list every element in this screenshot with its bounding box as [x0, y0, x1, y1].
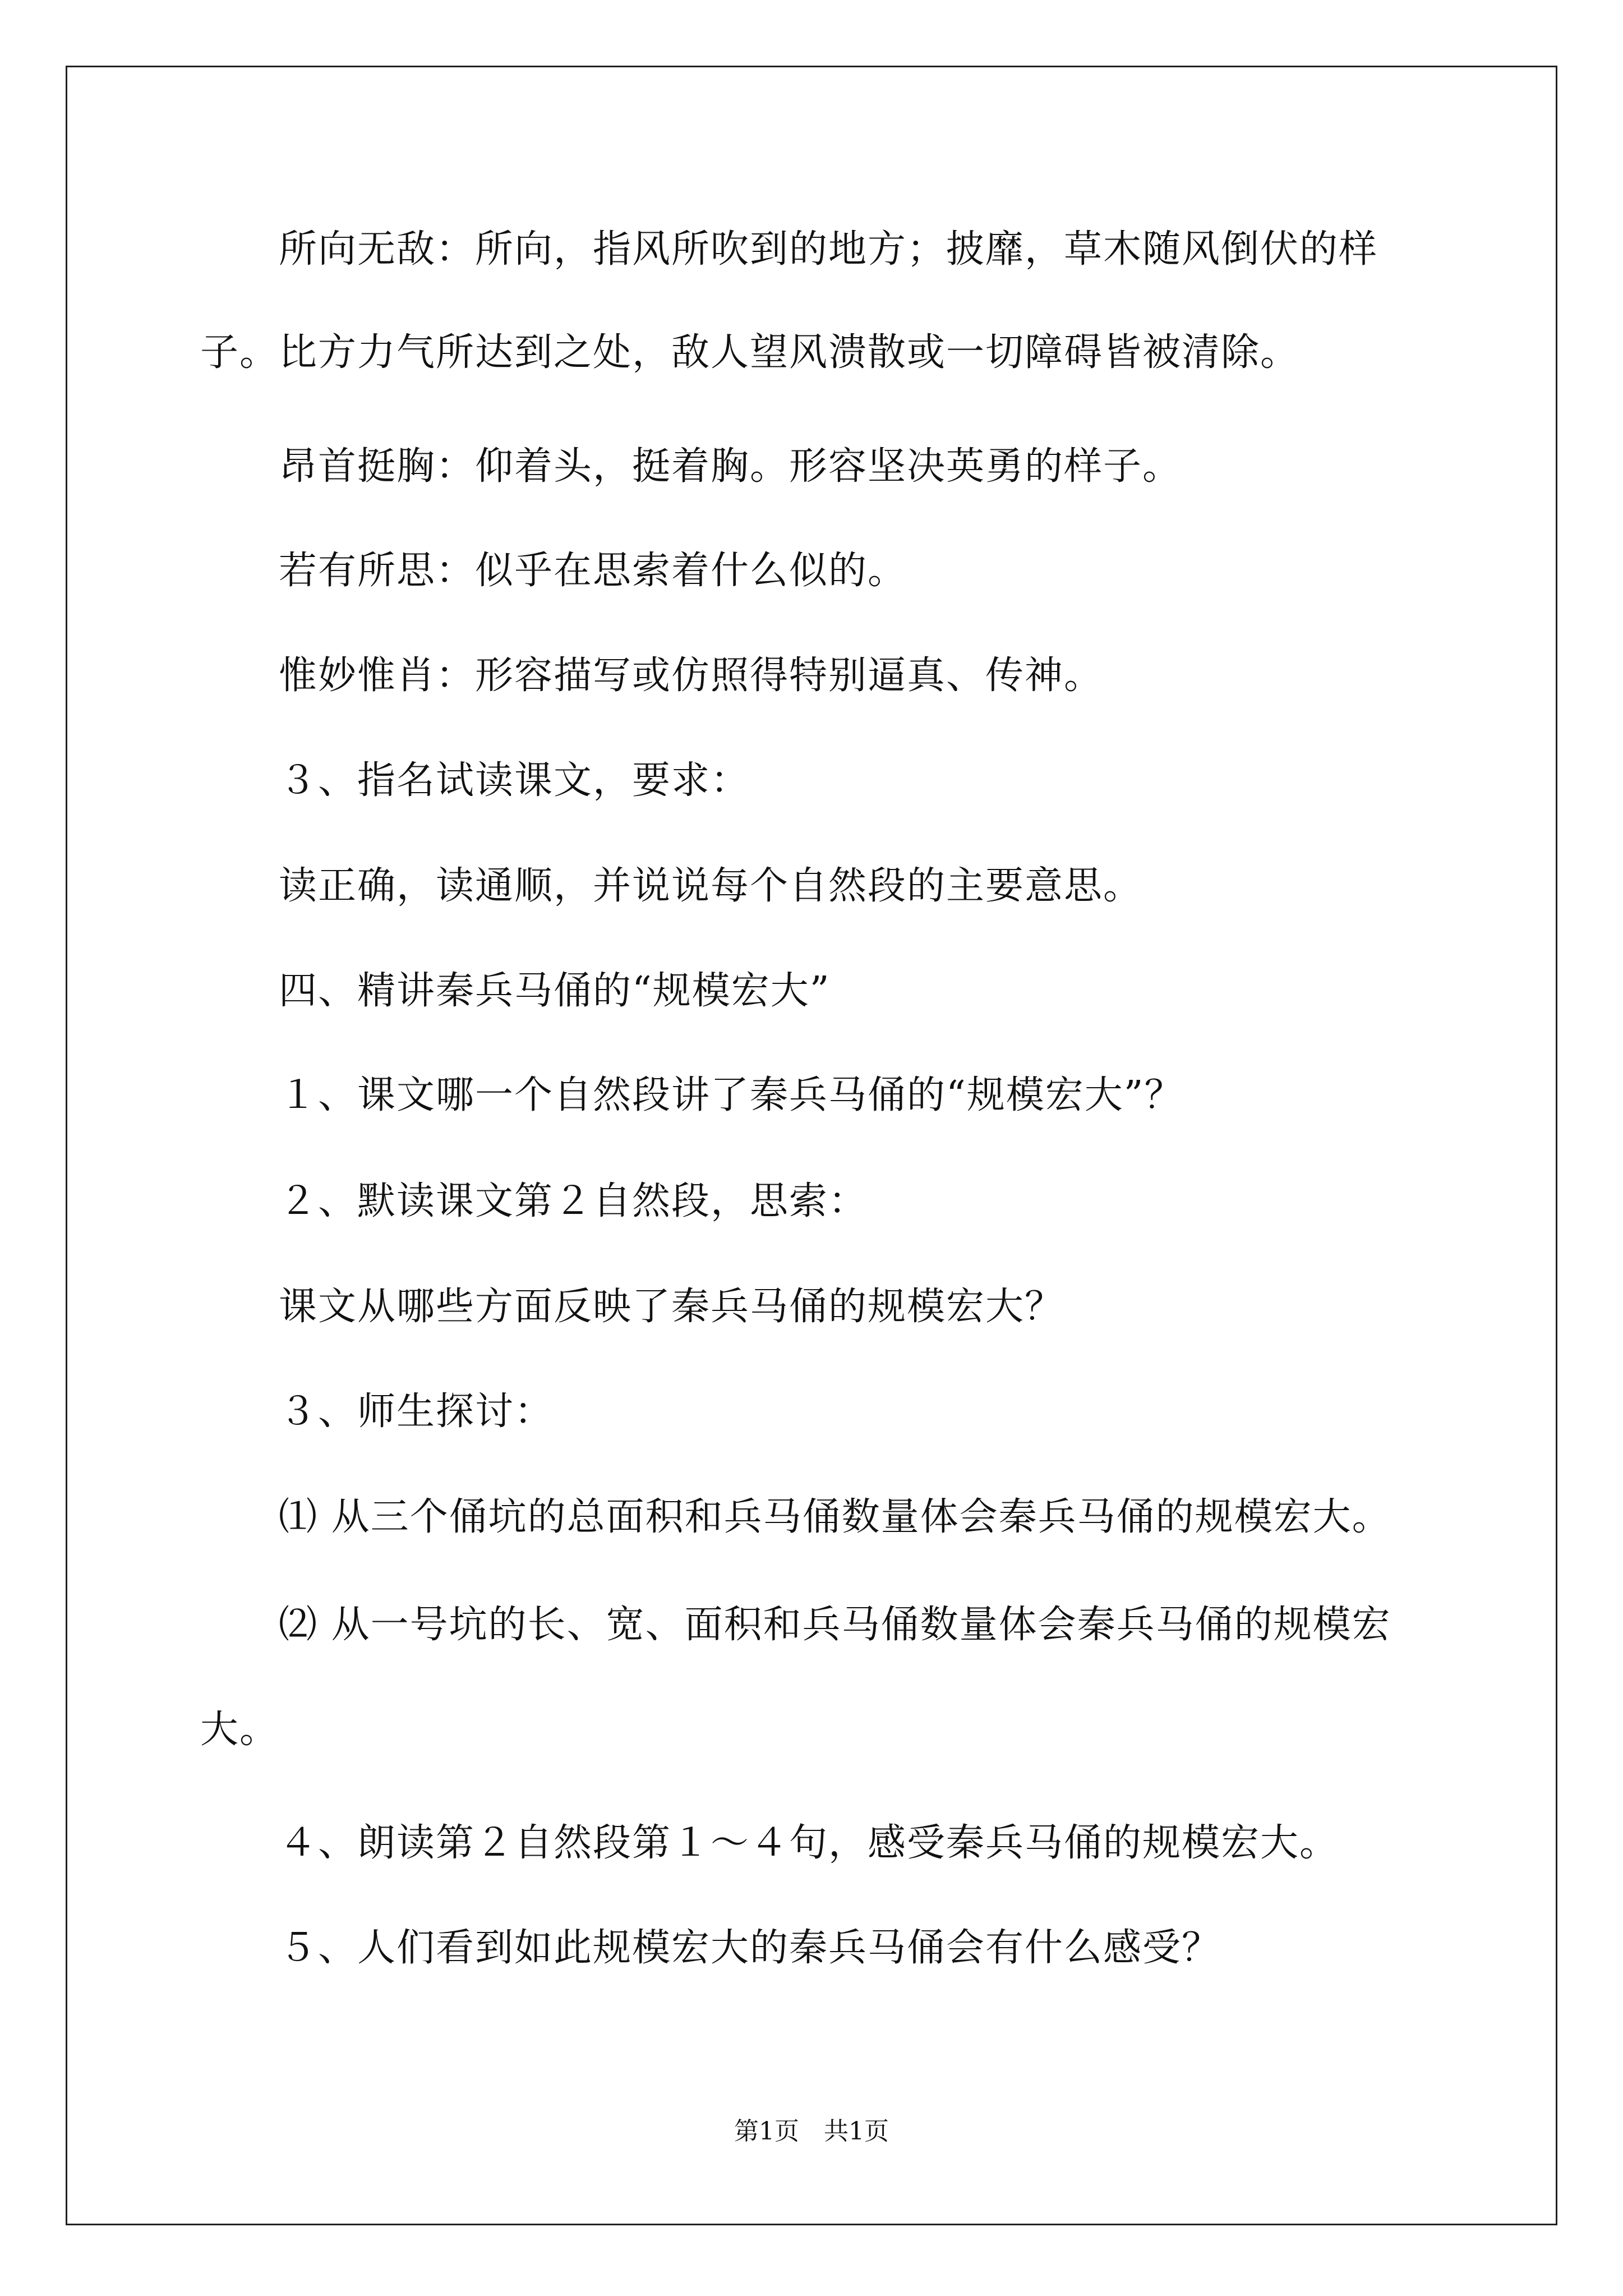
text-line: 若有所思：似乎在思索着什么似的。 [279, 549, 907, 593]
page-border [66, 66, 1557, 2225]
text-line: ３、师生探讨： [279, 1389, 554, 1434]
text-line: 读正确，读通顺，并说说每个自然段的主要意思。 [279, 864, 1143, 908]
text-line: 大。 [200, 1708, 279, 1752]
text-line: ３、指名试读课文，要求： [279, 758, 750, 803]
text-line: ５、人们看到如此规模宏大的秦兵马俑会有什么感受？ [279, 1926, 1221, 1970]
text-line: 课文从哪些方面反映了秦兵马俑的规模宏大？ [279, 1285, 1064, 1329]
text-line: 昂首挺胸：仰着头，挺着胸。形容坚决英勇的样子。 [279, 444, 1182, 489]
text-line: 惟妙惟肖：形容描写或仿照得特别逼真、传神。 [279, 654, 1104, 698]
text-line: ⑴ 从三个俑坑的总面积和兵马俑数量体会秦兵马俑的规模宏大。 [279, 1495, 1391, 1539]
text-line: 子。比方力气所达到之处，敌人望风溃散或一切障碍皆被清除。 [200, 330, 1300, 375]
text-line: 四、精讲秦兵马俑的“规模宏大” [279, 969, 831, 1013]
text-line: ４、朗读第２自然段第１～４句，感受秦兵马俑的规模宏大。 [279, 1821, 1339, 1865]
text-line: ⑵ 从一号坑的长、宽、面积和兵马俑数量体会秦兵马俑的规模宏 [279, 1603, 1391, 1647]
page-number-footer: 第1页 共1页 [734, 2117, 889, 2146]
text-line: 所向无敌：所向，指风所吹到的地方；披靡，草木随风倒伏的样 [279, 227, 1378, 272]
text-line: ２、默读课文第２自然段，思索： [279, 1179, 868, 1223]
text-line: １、课文哪一个自然段讲了秦兵马俑的“规模宏大”？ [279, 1073, 1184, 1117]
